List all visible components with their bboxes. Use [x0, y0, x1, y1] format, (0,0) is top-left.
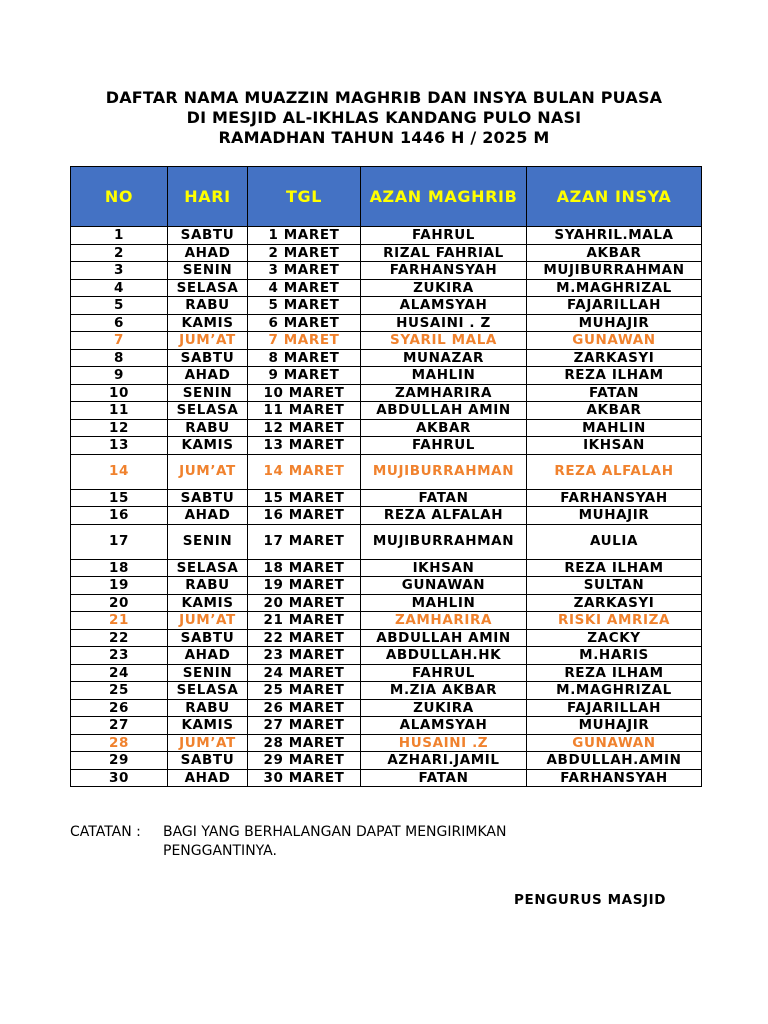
title-line-3: RAMADHAN TAHUN 1446 H / 2025 M — [218, 128, 550, 147]
cell-hari: KAMIS — [168, 314, 248, 332]
cell-no: 1 — [71, 227, 168, 245]
cell-no: 30 — [71, 769, 168, 787]
table-row — [71, 349, 702, 367]
cell-tgl: 18 MARET — [248, 559, 361, 577]
cell-azan-insya: REZA ILHAM — [527, 664, 702, 682]
cell-tgl: 19 MARET — [248, 577, 361, 595]
cell-azan-insya: MUHAJIR — [527, 314, 702, 332]
cell-azan-maghrib: FAHRUL — [361, 437, 527, 455]
cell-tgl: 1 MARET — [248, 227, 361, 245]
cell-azan-maghrib: FARHANSYAH — [361, 262, 527, 280]
cell-azan-insya: SULTAN — [527, 577, 702, 595]
table-row — [71, 612, 702, 630]
cell-hari: SENIN — [168, 664, 248, 682]
cell-azan-insya: IKHSAN — [527, 437, 702, 455]
cell-tgl: 6 MARET — [248, 314, 361, 332]
cell-tgl: 2 MARET — [248, 244, 361, 262]
schedule-table — [70, 166, 702, 787]
cell-azan-insya: MUHAJIR — [527, 507, 702, 525]
cell-hari: SENIN — [168, 262, 248, 280]
table-row — [71, 332, 702, 350]
cell-no: 17 — [71, 524, 168, 559]
table-row — [71, 559, 702, 577]
cell-hari: SABTU — [168, 227, 248, 245]
header-azan-maghrib: AZAN MAGHRIB — [361, 167, 527, 227]
table-row — [71, 647, 702, 665]
cell-azan-maghrib: FATAN — [361, 489, 527, 507]
cell-no: 3 — [71, 262, 168, 280]
table-row — [71, 297, 702, 315]
cell-azan-insya: REZA ILHAM — [527, 559, 702, 577]
cell-azan-maghrib: MUJIBURRAHMAN — [361, 524, 527, 559]
cell-azan-insya: ABDULLAH.AMIN — [527, 752, 702, 770]
cell-azan-maghrib: GUNAWAN — [361, 577, 527, 595]
cell-azan-maghrib: ZAMHARIRA — [361, 612, 527, 630]
cell-hari: KAMIS — [168, 437, 248, 455]
table-row — [71, 752, 702, 770]
cell-no: 5 — [71, 297, 168, 315]
table-row — [71, 367, 702, 385]
cell-no: 9 — [71, 367, 168, 385]
header-hari: HARI — [168, 167, 248, 227]
table-row — [71, 769, 702, 787]
header-azan-insya: AZAN INSYA — [527, 167, 702, 227]
cell-azan-insya: FATAN — [527, 384, 702, 402]
cell-no: 14 — [71, 454, 168, 489]
table-row — [71, 524, 702, 559]
cell-tgl: 14 MARET — [248, 454, 361, 489]
table-row — [71, 489, 702, 507]
cell-azan-maghrib: ABDULLAH.HK — [361, 647, 527, 665]
cell-tgl: 13 MARET — [248, 437, 361, 455]
signature: PENGURUS MASJID — [514, 892, 667, 908]
cell-azan-maghrib: ALAMSYAH — [361, 297, 527, 315]
cell-tgl: 27 MARET — [248, 717, 361, 735]
cell-azan-maghrib: MAHLIN — [361, 594, 527, 612]
cell-azan-maghrib: AKBAR — [361, 419, 527, 437]
cell-hari: RABU — [168, 419, 248, 437]
cell-hari: RABU — [168, 297, 248, 315]
cell-no: 4 — [71, 279, 168, 297]
table-row — [71, 664, 702, 682]
cell-hari: AHAD — [168, 647, 248, 665]
cell-no: 8 — [71, 349, 168, 367]
cell-azan-maghrib: FAHRUL — [361, 227, 527, 245]
cell-azan-insya: ZACKY — [527, 629, 702, 647]
cell-hari: AHAD — [168, 769, 248, 787]
cell-tgl: 25 MARET — [248, 682, 361, 700]
cell-no: 28 — [71, 734, 168, 752]
table-row — [71, 314, 702, 332]
cell-azan-maghrib: SYARIL MALA — [361, 332, 527, 350]
cell-no: 21 — [71, 612, 168, 630]
cell-azan-maghrib: MAHLIN — [361, 367, 527, 385]
cell-azan-insya: ZARKASYI — [527, 594, 702, 612]
cell-no: 11 — [71, 402, 168, 420]
table-row — [71, 507, 702, 525]
cell-azan-insya: GUNAWAN — [527, 734, 702, 752]
table-row — [71, 244, 702, 262]
cell-tgl: 26 MARET — [248, 699, 361, 717]
table-row — [71, 437, 702, 455]
cell-hari: SABTU — [168, 752, 248, 770]
header-tgl: TGL — [248, 167, 361, 227]
cell-azan-insya: MAHLIN — [527, 419, 702, 437]
cell-hari: SABTU — [168, 489, 248, 507]
cell-no: 22 — [71, 629, 168, 647]
cell-hari: JUM’AT — [168, 612, 248, 630]
table-row — [71, 384, 702, 402]
cell-azan-insya: AKBAR — [527, 402, 702, 420]
cell-no: 26 — [71, 699, 168, 717]
cell-azan-maghrib: REZA ALFALAH — [361, 507, 527, 525]
cell-no: 6 — [71, 314, 168, 332]
cell-azan-maghrib: FATAN — [361, 769, 527, 787]
cell-azan-maghrib: ALAMSYAH — [361, 717, 527, 735]
cell-no: 7 — [71, 332, 168, 350]
cell-hari: SELASA — [168, 279, 248, 297]
cell-tgl: 11 MARET — [248, 402, 361, 420]
cell-azan-insya: FARHANSYAH — [527, 489, 702, 507]
cell-tgl: 15 MARET — [248, 489, 361, 507]
cell-azan-maghrib: ZUKIRA — [361, 699, 527, 717]
cell-azan-insya: MUHAJIR — [527, 717, 702, 735]
cell-azan-insya: SYAHRIL.MALA — [527, 227, 702, 245]
cell-hari: RABU — [168, 699, 248, 717]
table-row — [71, 419, 702, 437]
cell-azan-maghrib: HUSAINI .Z — [361, 734, 527, 752]
cell-tgl: 30 MARET — [248, 769, 361, 787]
cell-hari: AHAD — [168, 507, 248, 525]
cell-azan-maghrib: ABDULLAH AMIN — [361, 402, 527, 420]
cell-tgl: 20 MARET — [248, 594, 361, 612]
cell-hari: KAMIS — [168, 717, 248, 735]
cell-hari: SABTU — [168, 629, 248, 647]
cell-tgl: 8 MARET — [248, 349, 361, 367]
table-row — [71, 279, 702, 297]
cell-tgl: 4 MARET — [248, 279, 361, 297]
cell-hari: JUM’AT — [168, 332, 248, 350]
table-row — [71, 262, 702, 280]
table-row — [71, 594, 702, 612]
cell-azan-insya: M.HARIS — [527, 647, 702, 665]
cell-azan-insya: REZA ILHAM — [527, 367, 702, 385]
cell-no: 13 — [71, 437, 168, 455]
cell-azan-maghrib: M.ZIA AKBAR — [361, 682, 527, 700]
cell-azan-maghrib: MUJIBURRAHMAN — [361, 454, 527, 489]
title-line-2: DI MESJID AL-IKHLAS KANDANG PULO NASI — [186, 108, 582, 127]
table-body — [71, 227, 702, 787]
cell-azan-insya: FAJARILLAH — [527, 297, 702, 315]
cell-no: 19 — [71, 577, 168, 595]
cell-tgl: 22 MARET — [248, 629, 361, 647]
cell-azan-insya: RISKI AMRIZA — [527, 612, 702, 630]
cell-hari: SABTU — [168, 349, 248, 367]
cell-no: 10 — [71, 384, 168, 402]
cell-azan-insya: GUNAWAN — [527, 332, 702, 350]
table-row — [71, 682, 702, 700]
cell-hari: RABU — [168, 577, 248, 595]
cell-no: 27 — [71, 717, 168, 735]
cell-azan-insya: M.MAGHRIZAL — [527, 279, 702, 297]
cell-tgl: 24 MARET — [248, 664, 361, 682]
table-row — [71, 699, 702, 717]
cell-no: 24 — [71, 664, 168, 682]
note-label: CATATAN : — [70, 824, 141, 840]
table-row — [71, 227, 702, 245]
cell-hari: SELASA — [168, 682, 248, 700]
cell-azan-maghrib: RIZAL FAHRIAL — [361, 244, 527, 262]
table-row — [71, 717, 702, 735]
cell-azan-insya: M.MAGHRIZAL — [527, 682, 702, 700]
cell-tgl: 23 MARET — [248, 647, 361, 665]
note-text: BAGI YANG BERHALANGAN DAPAT MENGIRIMKAN PENGGANTINYA. — [163, 824, 507, 859]
cell-no: 29 — [71, 752, 168, 770]
cell-azan-maghrib: HUSAINI . Z — [361, 314, 527, 332]
cell-hari: JUM’AT — [168, 454, 248, 489]
table-row — [71, 734, 702, 752]
cell-no: 15 — [71, 489, 168, 507]
cell-azan-insya: FAJARILLAH — [527, 699, 702, 717]
cell-hari: AHAD — [168, 244, 248, 262]
cell-azan-insya: MUJIBURRAHMAN — [527, 262, 702, 280]
cell-hari: SELASA — [168, 402, 248, 420]
cell-azan-maghrib: FAHRUL — [361, 664, 527, 682]
cell-azan-maghrib: ZAMHARIRA — [361, 384, 527, 402]
cell-tgl: 29 MARET — [248, 752, 361, 770]
table-row — [71, 454, 702, 489]
header-no: NO — [71, 167, 168, 227]
cell-tgl: 28 MARET — [248, 734, 361, 752]
cell-tgl: 16 MARET — [248, 507, 361, 525]
cell-no: 18 — [71, 559, 168, 577]
cell-hari: SELASA — [168, 559, 248, 577]
cell-tgl: 10 MARET — [248, 384, 361, 402]
cell-tgl: 3 MARET — [248, 262, 361, 280]
table-header-row — [71, 167, 702, 227]
cell-tgl: 12 MARET — [248, 419, 361, 437]
cell-tgl: 5 MARET — [248, 297, 361, 315]
cell-hari: KAMIS — [168, 594, 248, 612]
cell-azan-insya: FARHANSYAH — [527, 769, 702, 787]
cell-azan-insya: AULIA — [527, 524, 702, 559]
cell-azan-maghrib: IKHSAN — [361, 559, 527, 577]
cell-no: 12 — [71, 419, 168, 437]
cell-azan-maghrib: ABDULLAH AMIN — [361, 629, 527, 647]
cell-hari: JUM’AT — [168, 734, 248, 752]
cell-azan-maghrib: MUNAZAR — [361, 349, 527, 367]
cell-azan-insya: ZARKASYI — [527, 349, 702, 367]
cell-tgl: 21 MARET — [248, 612, 361, 630]
cell-hari: SENIN — [168, 524, 248, 559]
cell-azan-maghrib: ZUKIRA — [361, 279, 527, 297]
cell-azan-insya: AKBAR — [527, 244, 702, 262]
cell-tgl: 17 MARET — [248, 524, 361, 559]
cell-hari: SENIN — [168, 384, 248, 402]
cell-no: 16 — [71, 507, 168, 525]
cell-no: 25 — [71, 682, 168, 700]
cell-azan-insya: REZA ALFALAH — [527, 454, 702, 489]
cell-tgl: 9 MARET — [248, 367, 361, 385]
title-line-1: DAFTAR NAMA MUAZZIN MAGHRIB DAN INSYA BULAN PUASA — [105, 88, 663, 107]
cell-no: 20 — [71, 594, 168, 612]
cell-tgl: 7 MARET — [248, 332, 361, 350]
table-row — [71, 402, 702, 420]
cell-azan-maghrib: AZHARI.JAMIL — [361, 752, 527, 770]
cell-hari: AHAD — [168, 367, 248, 385]
cell-no: 23 — [71, 647, 168, 665]
table-row — [71, 629, 702, 647]
table-row — [71, 577, 702, 595]
cell-no: 2 — [71, 244, 168, 262]
